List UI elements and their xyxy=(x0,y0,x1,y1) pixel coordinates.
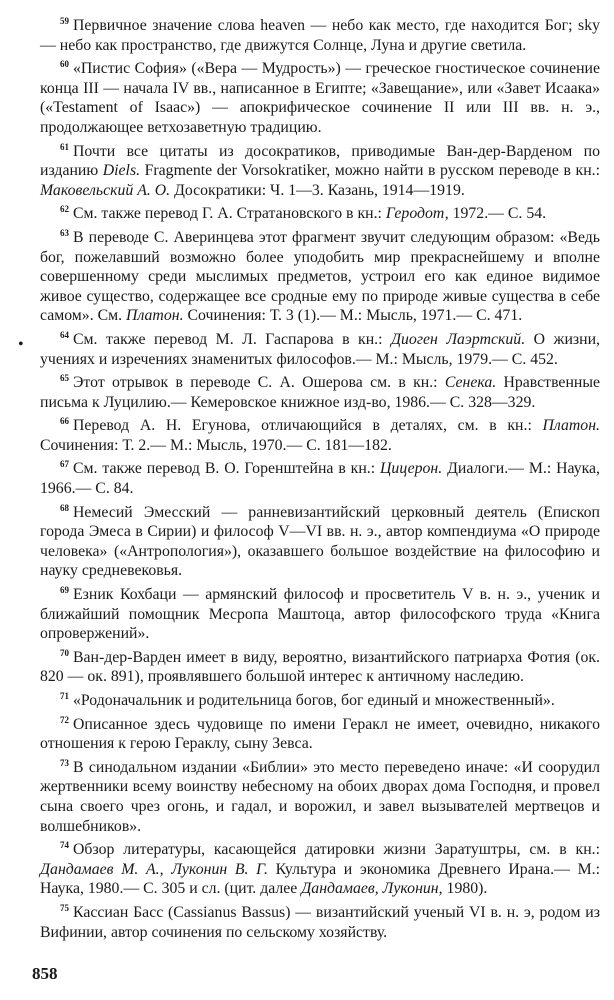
footnote-text: Нравственные письма к Луцилию.— Кемеровское книжное изд-во, 1986.— С. 328—329. xyxy=(40,374,600,411)
footnote-text: См. также перевод В. О. Горенштейна в кн.: xyxy=(73,460,381,478)
footnote-number: 62 xyxy=(60,204,69,215)
footnote-text: «Пистис София» («Вера — Мудрость») — греческое гностическое сочинение конца III — начала IV вв., написанное в Египте; «Завещание», или «Завет Исаака» («Testament of Isaac») — апокрифическое сочинение II или III вв. н. э., продолжающее ветхозаветную традицию. xyxy=(40,60,600,136)
page-number: 858 xyxy=(32,964,58,983)
footnotes-list xyxy=(40,12,600,942)
footnote-text: Досократики: Ч. 1—3. Казань, 1914—1919. xyxy=(170,181,465,199)
footnote-number: 72 xyxy=(60,714,69,725)
footnote-text: «Родоначальник и родительница богов, бог единый и множественный». xyxy=(73,692,555,709)
footnote-text: Диалоги.— М.: Наука, 1966.— С. 84. xyxy=(40,460,600,498)
footnote-text: См. также перевод Г. А. Стратановского в кн.: xyxy=(73,205,386,223)
footnote-text: Первичное значение слова heaven — небо как место, где находится Бог; sky — небо как пространство, где движутся Солнце, Луна и другие светила. xyxy=(40,17,600,54)
footnote-number: 73 xyxy=(60,757,69,768)
footnote-text: Описанное здесь чудовище по имени Геракл не имеет, очевидно, никакого отношения к герою Гераклу, сыну Зевса. xyxy=(40,715,600,753)
footnote-number: 75 xyxy=(60,902,69,913)
footnote-number: 63 xyxy=(60,227,69,238)
footnote xyxy=(40,499,600,581)
footnote xyxy=(40,581,600,644)
footnote-italic-text: Маковельский А. О. xyxy=(40,181,171,199)
footnote xyxy=(40,369,600,412)
footnote xyxy=(40,687,600,711)
footnote-italic-text: Дандамаев М. А., Луконин В. Г. xyxy=(40,860,268,878)
footnote xyxy=(40,55,600,137)
footnote xyxy=(40,455,600,498)
footnote-text: В синодальном издании «Библии» это место переведено иначе: «И соорудил жертвенники всему воинству небесному на обоих дворах дома Господня, и провел сына своего чрез огонь, и гадал, и ворожил, и завел вызывателей мертвецов и волшебников». xyxy=(40,758,600,835)
footnote-italic-text: Диоген Лаэртский. xyxy=(390,330,526,348)
footnote xyxy=(40,326,600,369)
footnote-text: Сочинения: Т. 2.— М.: Мысль, 1970.— С. 181—182. xyxy=(40,436,392,454)
footnote xyxy=(40,711,600,754)
footnote xyxy=(40,899,600,942)
margin-mark: • xyxy=(18,336,24,353)
footnote xyxy=(40,412,600,455)
footnote-text: Fragmente der Vorsokratiker, можно найти в русском переводе в кн.: xyxy=(140,162,600,180)
footnote-text: Перевод А. Н. Егунова, отличающийся в деталях, см. в кн.: xyxy=(73,417,543,435)
footnote-italic-text: Дандамаев, Луконин, xyxy=(301,880,443,898)
footnote-number: 65 xyxy=(60,373,69,384)
footnote-number: 74 xyxy=(60,840,69,851)
footnote-number: 66 xyxy=(60,416,69,427)
footnote-number: 67 xyxy=(60,459,69,470)
footnote-text: Сочинения: Т. 3 (1).— М.: Мысль, 1971.— С. 471. xyxy=(183,307,523,325)
footnote-number: 69 xyxy=(60,585,69,596)
footnote-number: 60 xyxy=(60,59,69,70)
footnote-text: Этот отрывок в переводе С. А. Ошерова см. в кн.: xyxy=(73,374,445,392)
footnote-text: 1980). xyxy=(442,880,488,898)
footnote-text: Ван-дер-Варден имеет в виду, вероятно, византийского патриарха Фотия (ок. 820 — ок. 891), проявлявшего большой интерес к античному наследию. xyxy=(40,648,600,686)
footnote-number: 59 xyxy=(60,16,69,26)
footnote-italic-text: Геродот, xyxy=(385,205,449,223)
footnote xyxy=(40,200,600,224)
footnote-text: Езник Кохбаци — армянский философ и просветитель V в. н. э., ученик и ближайший помощник Месропа Маштоца, автор философского труда «Книга опровержений». xyxy=(40,586,600,643)
footnote-text: Почти все цитаты из досократиков, приводимые Ван-дер-Варденом по изданию xyxy=(40,142,600,180)
footnote-text: 1972.— С. 54. xyxy=(448,205,547,223)
footnote-text: В переводе С. Аверинцева этот фрагмент звучит следующим образом: «Ведь бог, пожелавший возможно более уподобить мир прекраснейшему и вполне совершенному среди мыслимых предметов, устроил его как единое видимое живое существо, содержащее все сродные ему по природе живые существа в себе самом». См. xyxy=(40,228,600,325)
footnote-italic-text: Diels. xyxy=(102,162,141,180)
footnote-text: Кассиан Басс (Cassianus Bassus) — византийский ученый VI в. н. э, родом из Вифинии, автор сочинения по сельскому хозяйству. xyxy=(40,903,600,941)
footnote xyxy=(40,644,600,687)
footnote-italic-text: Цицерон. xyxy=(380,460,443,478)
footnote xyxy=(40,138,600,201)
footnote-number: 71 xyxy=(60,691,69,701)
footnote xyxy=(40,224,600,326)
footnote-italic-text: Платон. xyxy=(542,417,600,435)
footnote xyxy=(40,836,600,899)
footnote xyxy=(40,754,600,836)
footnote-number: 70 xyxy=(60,647,69,658)
footnote-text: Обзор литературы, касающейся датировки жизни Заратуштры, см. в кн.: xyxy=(73,841,600,859)
footnote-text: О жизни, учениях и изречениях знаменитых философов.— М.: Мысль, 1979.— С. 452. xyxy=(40,330,600,368)
footnote-number: 61 xyxy=(60,141,69,152)
footnote-number: 68 xyxy=(60,502,69,513)
footnote-text: См. также перевод М. Л. Гаспарова в кн.: xyxy=(73,330,391,348)
footnote-italic-text: Сенека. xyxy=(444,374,497,392)
footnote-text: Культура и экономика Древнего Ирана.— М.: Наука, 1980.— С. 305 и сл. (цит. далее xyxy=(40,860,600,898)
footnote-italic-text: Платон. xyxy=(126,307,184,325)
footnote-text: Немесий Эмесский — ранневизантийский церковный деятель (Епископ города Эмеса в Сирии) и философ V—VI вв. н. э., автор компендиума «О природе человека» («Антропология»), оказавшего большое воздействие на философию и науку средневековья. xyxy=(40,503,600,580)
footnote xyxy=(40,12,600,55)
footnote-number: 64 xyxy=(60,329,69,340)
